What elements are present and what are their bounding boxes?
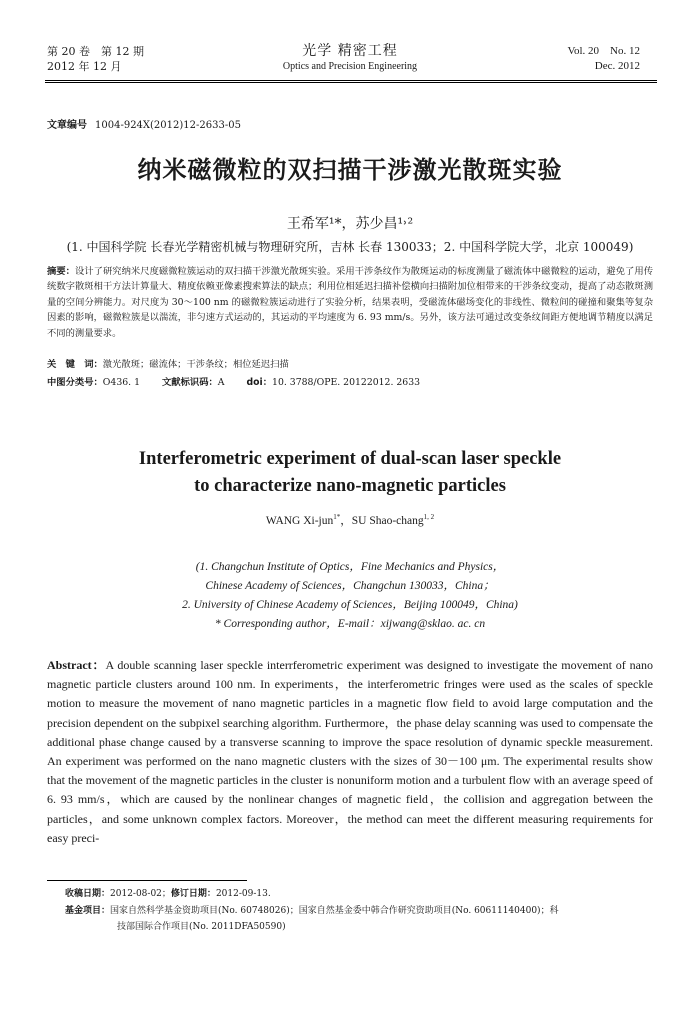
revised-label: 修订日期： <box>170 889 216 899</box>
author2-name: ，SU Shao-chang <box>340 515 424 527</box>
title-en-line2: to characterize nano-magnetic particles <box>194 476 506 496</box>
affiliation-en <box>40 558 660 634</box>
article-number-label: 文章编号 <box>47 120 87 131</box>
funding-label: 基金项目： <box>65 905 111 916</box>
received-label: 收稿日期： <box>65 889 111 899</box>
footnotes <box>65 886 655 936</box>
corresponding-author: * Corresponding author，E-mail：xijwang@sklao. ac. cn <box>214 618 486 630</box>
abstract-en <box>47 656 653 848</box>
abstract-cn-text: 设计了研究纳米尺度磁微粒簇运动的双扫描干涉激光散斑实验。采用干涉条纹作为散斑运动的标度测量了磁流体中磁微粒的运动，避免了用传统数字散斑相干方法计算量大、精度依赖亚像素搜索算法的缺点；利用位相延迟扫描补偿横向扫描附加位相带来的干涉条纹变动，提高了动态散斑测量的空间分辨能力。对尺度为 30～100 nm 的磁微粒簇运动进行了实验分析，结果表明，受磁流体磁场变化的非线性、微粒间的碰撞和聚集等复杂因素的影响，磁微粒簇是以湍流，非匀速方式运动的，其运动的平均速度为 6. 93 mm/s。另外，该方法可通过改变条纹间距方便地调节精度以满足不同的测量要求。 <box>47 266 653 339</box>
authors-en <box>40 512 660 528</box>
classification-line <box>47 376 653 390</box>
funding-line-2: 技部国际合作项目(No. 2011DFA50590) <box>117 922 286 932</box>
affiliation-cn: (1. 中国科学院 长春光学精密机械与物理研究所，吉林 长春 130033；2. 中国科学院大学，北京 100049) <box>66 240 634 254</box>
header-left <box>47 44 144 74</box>
doi-label: doi： <box>246 377 273 388</box>
header-right <box>567 44 640 74</box>
journal-name-cn: 光学 精密工程 <box>302 43 398 59</box>
title-en <box>40 446 660 500</box>
doc-code-value: A <box>217 377 225 388</box>
author2-sup: 1, 2 <box>423 513 435 522</box>
journal-name-en: Optics and Precision Engineering <box>282 61 418 72</box>
keywords-cn-text: 激光散斑；磁流体；干涉条纹；相位延迟扫描 <box>102 359 289 370</box>
title-en-line1: Interferometric experiment of dual-scan laser speckle <box>138 449 562 469</box>
abstract-cn <box>47 264 653 341</box>
header-rule-double <box>45 82 657 83</box>
dates-line <box>65 886 655 903</box>
issue-date-en: Dec. 2012 <box>594 60 640 72</box>
article-number-value: 1004-924X(2012)12-2633-05 <box>95 120 241 131</box>
class-label: 中图分类号： <box>47 377 103 388</box>
funding-line <box>65 903 655 920</box>
volume-number-en: Vol. 20 No. 12 <box>567 45 640 57</box>
keywords-cn <box>47 358 653 372</box>
doc-code-label: 文献标识码： <box>162 377 218 388</box>
affil-line3: 2. University of Chinese Academy of Sciences，Beijing 100049，China) <box>182 599 518 611</box>
article-number <box>47 116 241 131</box>
class-value: O436. 1 <box>102 377 140 388</box>
authors-cn: 王希军¹*，苏少昌¹˒² <box>286 216 414 232</box>
abstract-en-text: A double scanning laser speckle interrferometric experiment was designed to investigate the movement of nano magnetic particle clusters around 100 nm. In experiments，the interferometric fringes were used as the scales of speckle motion to measure the movement of nano magnetic particles in a magnetic flow field to avoid large computation and the precision dependent on the subpixel searching algorithm. Furthermore，the phase delay scanning was used to compensate the additional phase change caused by a transverse scanning to improve the space resolution of dynamic speckle measurement. An experiment was performed on the nano magnetic clusters with the sizes of 30－100 μm. The experimental results show that the movement of the magnetic particles in the cluster is nonuniform motion and a turbulent flow with an average speed of 6. 93 mm/s，which are caused by the nonlinear changes of magnetic field，the collision and aggregation between the particles，and some unknown complex factors. Moreover，the method can meet the different measuring requirements for easy preci- <box>47 658 653 845</box>
abstract-cn-label: 摘要： <box>47 266 75 277</box>
issue-date-cn: 2012 年 12 月 <box>47 60 122 73</box>
abstract-en-label: Abstract： <box>47 658 106 672</box>
title-cn: 纳米磁微粒的双扫描干涉激光散斑实验 <box>137 156 563 184</box>
author1-sup: 1* <box>333 513 341 522</box>
volume-issue: 第 20 卷 第 12 期 <box>47 45 144 58</box>
header-rule <box>45 80 657 81</box>
author1-name: WANG Xi-jun <box>265 515 334 527</box>
header-center <box>200 42 500 74</box>
doi-value: 10. 3788/OPE. 20122012. 2633 <box>272 377 421 388</box>
funding-text-1: 国家自然科学基金资助项目(No. 60748026)；国家自然基金委中韩合作研究资助项目(No. 60611140400)；科 <box>110 905 559 916</box>
affil-line1: (1. Changchun Institute of Optics，Fine Mechanics and Physics， <box>195 561 505 573</box>
received-date: 2012-08-02； <box>110 889 171 899</box>
affil-line2: Chinese Academy of Sciences，Changchun 130033，China； <box>205 580 495 592</box>
footnote-rule <box>47 880 247 881</box>
revised-date: 2012-09-13. <box>215 889 271 899</box>
keywords-cn-label: 关 键 词： <box>47 359 103 370</box>
